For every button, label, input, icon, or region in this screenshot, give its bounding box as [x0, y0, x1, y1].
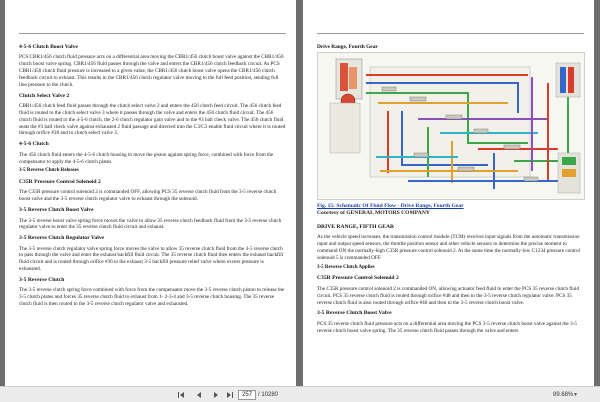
- figure-credit: Courtesy of GENERAL MOTORS COMPANY: [317, 209, 430, 216]
- section-paragraph: The C35R pressure control solenoid 2 is commanded ON, allowing actuator feed fluid to enter the PCS 35 reverse clutch fluid circuit. PCS 35 reverse clutch fluid is routed through orifice #48 and then to the 3-5 reverse clutch regulator valve. PCS 35 reverse clutch fluid is also routed through orifice #40 and then to the 3-5 reverse clutch boost valve.: [317, 285, 580, 306]
- pdf-page-right: [303, 0, 594, 386]
- section-paragraph: The 3-5 reverse boost valve spring force moves the valve to allow 35 reverse clutch feedback fluid from the 3-5 reverse clutch regulator valve to enter the 35 reverse clutch fluid circuit and exhaust.: [19, 217, 282, 231]
- first-page-icon[interactable]: [176, 390, 186, 400]
- section-heading: 3-5 Reverse Clutch Boost Valve: [19, 207, 94, 214]
- page-rule: [317, 33, 584, 34]
- section-heading: C35R Pressure Control Solenoid 2: [317, 275, 399, 282]
- pdf-page-left: [5, 0, 296, 386]
- zoom-dropdown-icon[interactable]: ▼: [573, 392, 578, 398]
- section-paragraph: PCS 35 reverse clutch fluid pressure acts on a differential area moving the PCS 3-5 reverse clutch boost valve against the 3-5 reverse clutch boost valve spring. The 35 reverse clutch fluid passes through the valve and enters: [317, 320, 577, 334]
- section-heading: 4-5-6 Clutch Boost Valve: [19, 44, 78, 50]
- current-page-input[interactable]: 257: [238, 390, 256, 400]
- figure-caption-link[interactable]: Fig. 15: Schematic Of Fluid Flow - Drive Range, Fourth Gear: [317, 203, 464, 209]
- schematic-graphic: [318, 53, 586, 201]
- page-rule: [19, 33, 286, 34]
- section-paragraph: The C35R pressure control solenoid 2 is commanded OFF, allowing PCS 35 reverse clutch fluid from the 3-5 reverse clutch boost valve and the 3-5 reverse clutch regulator valve to exhaust through the solenoid.: [19, 189, 277, 203]
- total-pages-label: / 10280: [258, 392, 279, 398]
- section-heading: 3-5 Reverse Clutch Regulator Valve: [19, 235, 105, 242]
- section-heading: DRIVE RANGE, FIFTH GEAR: [317, 224, 395, 230]
- next-page-icon[interactable]: [211, 390, 221, 400]
- section-paragraph: The 3-5 reverse clutch spring force combined with force from the compensator move the 3-5 reverse clutch piston to release the 3-5 clutch plates and forces 35 reverse clutch fluid to exhaust from 1- 2-3-4 and 3-5 reverse clutch housing. The 35 reverse clutch fluid is then routed to the 3-5 reverse clutch regulator valve and exhausted.: [19, 287, 285, 308]
- section-heading: 4-5-6 Clutch: [19, 141, 49, 148]
- section-paragraph: The 456 clutch fluid enters the 4-5-6 clutch housing to move the piston against spring force, combined with force from the compensator to apply the 4-5-6 clutch plates.: [19, 151, 274, 165]
- section-paragraph: CBR1/456 clutch feed fluid passes through the clutch select valve 2 and enters the 456 clutch feed circuit. The 456 clutch feed fluid is routed to the clutch select valve 3 where it passes through the valve and enters the 456 clutch fluid circuit. The 456 clutch fluid is routed to the 4-5-6 clutch, the 2-6 clutch regulator gain valve and to the #3 ball check valve. The 456 clutch fluid seats the #3 ball check valve against exhausted 2 fluid passage and directed into the C3/C3 enable fluid circuit where it is routed through orifice #28 and to clutch select valve 3.: [19, 103, 286, 137]
- section-heading: 3-5 Reverse Clutch Boost Valve: [317, 310, 392, 317]
- section-heading: 3-5 Reverse Clutch Releases: [19, 168, 79, 174]
- section-heading: C35R Pressure Control Solenoid 2: [19, 179, 101, 186]
- page-navigation-toolbar: [0, 386, 600, 402]
- left-page-content: [19, 40, 286, 311]
- section-paragraph: As the vehicle speed increases, the transmission control module (TCM) receives input signals from the automatic transmission input and output speed sensors, the throttle position sensor and other vehicle sensors to determine the precise moment to command ON the normally-high C35R pressure control solenoid 2. At the same time the normally-low C1234 pressure control solenoid 5 is commanded OFF.: [317, 234, 581, 261]
- section-paragraph: PCS CBR1/456 clutch fluid pressure acts on a differential area moving the CBR1/456 clutch boost valve against the CBR1/456 clutch boost valve spring. CBR1/456 fluid passes through the valve and enters the CBR1/456 clutch feedback circuit. As PCS CBR1/456 clutch fluid pressure is increased to a given value, the CBR1/456 clutch boost valve opens the CBR1/456 clutch feedback circuit to exhaust. This results in the CBR1/456 clutch regulator valve moving to the full feed position, sending full line pressure to the clutch.: [19, 54, 284, 88]
- right-page-content: [317, 220, 584, 337]
- section-heading: 3-5 Reverse Clutch: [19, 277, 65, 284]
- section-paragraph: The 3-5 reverse clutch regulator valve spring force moves the valve to allow 35 reverse clutch fluid from the 3-5 reverse clutch to pass through the valve and enter the exhaust backfill fluid circuit. The 35 reverse clutch fluid then enters the exhaust backfill fluid circuit and is routed through orifice #36 to the exhaust 3-5 backfill pressure relief valve where excess pressure is exhausted.: [19, 245, 284, 273]
- last-page-icon[interactable]: [225, 390, 235, 400]
- fluid-flow-schematic: [317, 52, 585, 200]
- section-heading: 3-5 Reverse Clutch Applies: [317, 264, 375, 270]
- section-heading: Clutch Select Valve 2: [19, 92, 70, 99]
- figure-title: Drive Range, Fourth Gear: [317, 44, 378, 50]
- zoom-level[interactable]: 89.68%: [553, 392, 574, 398]
- prev-page-icon[interactable]: [194, 390, 204, 400]
- figure-caption: [317, 203, 584, 217]
